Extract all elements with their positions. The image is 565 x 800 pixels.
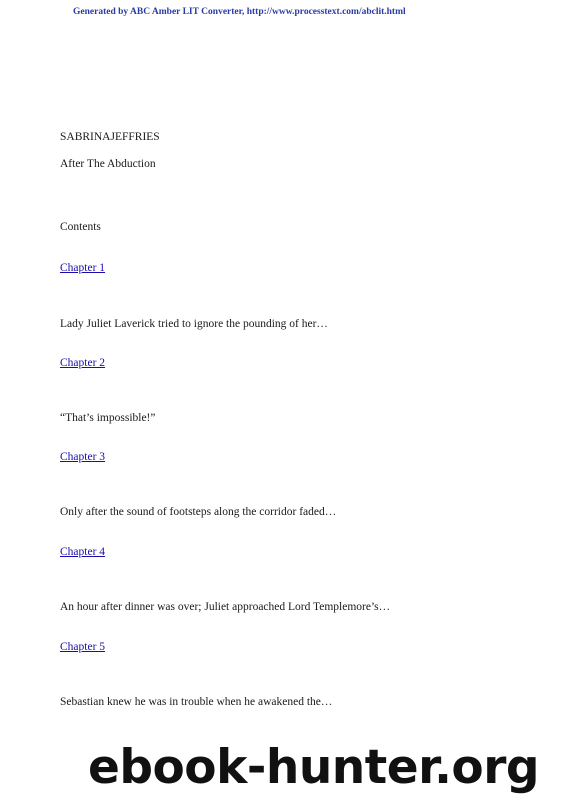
chapter-2-excerpt: “That’s impossible!” <box>60 412 156 424</box>
book-title: After The Abduction <box>60 158 156 170</box>
chapter-3-excerpt: Only after the sound of footsteps along the corridor faded… <box>60 506 337 518</box>
chapter-1-excerpt: Lady Juliet Laverick tried to ignore the pounding of her… <box>60 318 328 330</box>
chapter-2-link[interactable]: Chapter 2 <box>60 357 106 369</box>
watermark-text: ebook-hunter.org <box>88 740 540 795</box>
chapter-1-link[interactable]: Chapter 1 <box>60 262 106 274</box>
chapter-4-excerpt: An hour after dinner was over; Juliet approached Lord Templemore’s… <box>60 601 391 613</box>
chapter-5-excerpt: Sebastian knew he was in trouble when he awakened the… <box>60 696 333 708</box>
contents-heading: Contents <box>60 221 101 233</box>
chapter-4-link[interactable]: Chapter 4 <box>60 546 106 558</box>
chapter-3-link[interactable]: Chapter 3 <box>60 451 106 463</box>
book-author: SABRINAJEFFRIES <box>60 131 160 143</box>
generator-notice: Generated by ABC Amber LIT Converter, http://www.processtext.com/abclit.html <box>73 7 406 17</box>
chapter-5-link[interactable]: Chapter 5 <box>60 641 106 653</box>
